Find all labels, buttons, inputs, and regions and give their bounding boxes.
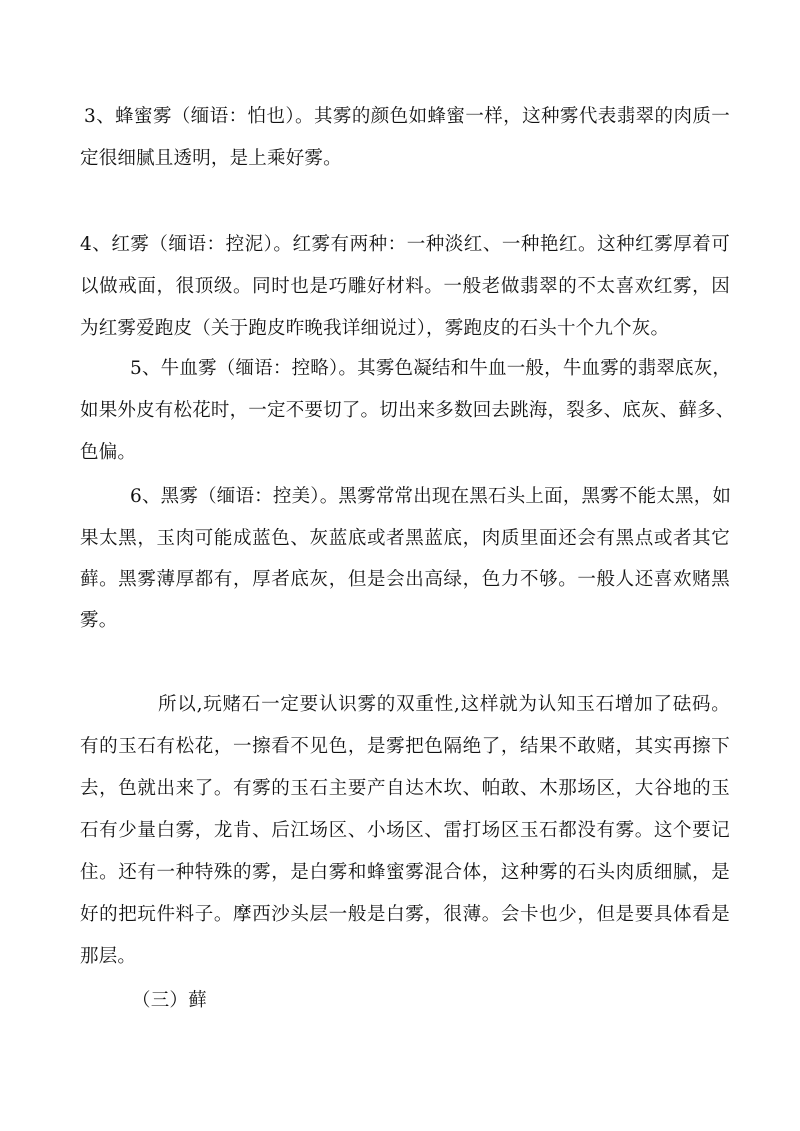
ox-blood-mist-line-1: 5、牛血雾（缅语：控略）。其雾色凝结和牛血一般，牛血雾的翡翠底灰，	[130, 358, 732, 379]
red-mist-line-3: 为红雾爱跑皮（关于跑皮昨晚我详细说过），雾跑皮的石头十个九个灰。	[80, 318, 670, 339]
section-heading: （三）藓	[132, 990, 207, 1011]
summary-line-1: 所以,玩赌石一定要认识雾的双重性,这样就为认知玉石增加了砝码。	[158, 694, 730, 715]
summary-line-7: 那层。	[80, 946, 137, 967]
red-mist-line-2: 以做戒面，很顶级。同时也是巧雕好材料。一般老做翡翠的不太喜欢红雾，因	[80, 276, 730, 297]
ox-blood-mist-line-3: 色偏。	[80, 442, 137, 463]
black-mist-line-2: 果太黑，玉肉可能成蓝色、灰蓝底或者黑蓝底，肉质里面还会有黑点或者其它	[80, 528, 730, 549]
summary-line-6: 好的把玩件料子。摩西沙头层一般是白雾，很薄。会卡也少，但是要具体看是	[80, 904, 730, 925]
summary-line-4: 石有少量白雾，龙肯、后江场区、小场区、雷打场区玉石都没有雾。这个要记	[80, 820, 730, 841]
black-mist-line-4: 雾。	[80, 610, 118, 631]
honey-mist-line-1: 3、蜂蜜雾（缅语：怕也）。其雾的颜色如蜂蜜一样，这种雾代表翡翠的肉质一	[84, 106, 730, 127]
summary-line-3: 去，色就出来了。有雾的玉石主要产自达木坎、帕敢、木那场区，大谷地的玉	[80, 778, 730, 799]
honey-mist-line-2: 定很细腻且透明，是上乘好雾。	[80, 148, 342, 169]
black-mist-line-1: 6、黑雾（缅语：控美）。黑雾常常出现在黑石头上面，黑雾不能太黑，如	[130, 486, 732, 507]
black-mist-line-3: 藓。黑雾薄厚都有，厚者底灰，但是会出高绿，色力不够。一般人还喜欢赌黑	[80, 569, 730, 590]
summary-line-2: 有的玉石有松花，一擦看不见色，是雾把色隔绝了，结果不敢赌，其实再擦下	[80, 736, 730, 757]
ox-blood-mist-line-2: 如果外皮有松花时，一定不要切了。切出来多数回去跳海，裂多、底灰、藓多、	[80, 400, 735, 421]
red-mist-line-1: 4、红雾（缅语：控泥）。红雾有两种：一种淡红、一种艳红。这种红雾厚着可	[80, 234, 730, 255]
summary-line-5: 住。还有一种特殊的雾，是白雾和蜂蜜雾混合体，这种雾的石头肉质细腻，是	[80, 862, 730, 883]
